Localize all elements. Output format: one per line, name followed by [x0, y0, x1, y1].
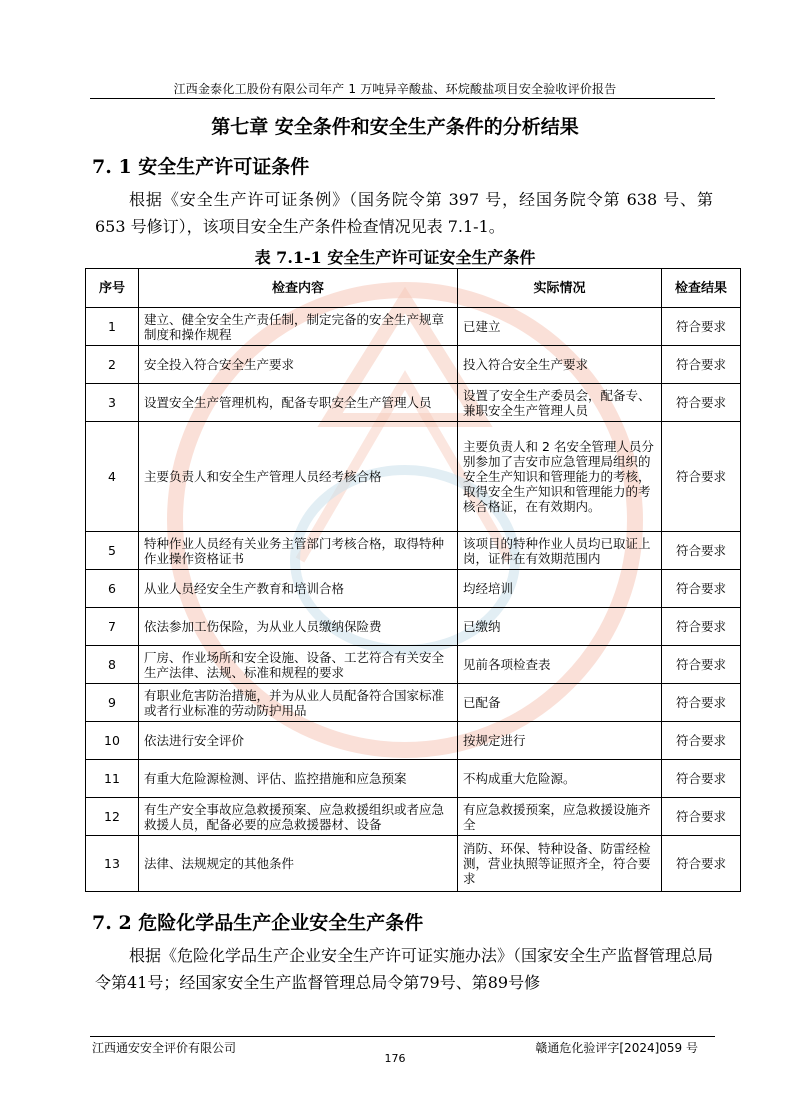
cell-result: 符合要求: [662, 570, 741, 608]
cell-result: 符合要求: [662, 532, 741, 570]
cell-no: 9: [86, 684, 139, 722]
cell-result: 符合要求: [662, 646, 741, 684]
cell-no: 10: [86, 722, 139, 760]
cell-result: 符合要求: [662, 836, 741, 892]
header-result: 检查结果: [662, 269, 741, 308]
table-row: [86, 532, 741, 570]
cell-item: 建立、健全安全生产责任制，制定完备的安全生产规章制度和操作规程: [139, 308, 458, 346]
table-row: [86, 798, 741, 836]
table-header-row: [86, 269, 741, 308]
cell-item: 安全投入符合安全生产要求: [139, 346, 458, 384]
cell-item: 设置安全生产管理机构，配备专职安全生产管理人员: [139, 384, 458, 422]
section-7-2-paragraph: 根据《危险化学品生产企业安全生产许可证实施办法》（国家安全生产监督管理总局令第41号；经国家安全生产监督管理总局令第79号、第89号修: [95, 946, 714, 992]
cell-result: 符合要求: [662, 684, 741, 722]
cell-result: 符合要求: [662, 346, 741, 384]
cell-actual: 按规定进行: [458, 722, 662, 760]
cell-result: 符合要求: [662, 308, 741, 346]
cell-actual: 主要负责人和 2 名安全管理人员分别参加了吉安市应急管理局组织的安全生产知识和管理能力的考核，取得安全生产知识和管理能力的考核合格证，在有效期内。: [458, 422, 662, 532]
cell-actual: 已建立: [458, 308, 662, 346]
table-row: [86, 684, 741, 722]
cell-no: 6: [86, 570, 139, 608]
section-heading-7-2: 7. 2 危险化学品生产企业安全生产条件: [92, 912, 424, 934]
table-row: [86, 646, 741, 684]
requirements-table: [85, 268, 741, 892]
cell-actual: 设置了安全生产委员会，配备专、兼职安全生产管理人员: [458, 384, 662, 422]
footer-company: 江西通安安全评价有限公司: [92, 1041, 237, 1055]
cell-item: 从业人员经安全生产教育和培训合格: [139, 570, 458, 608]
section-7-1-paragraph: 根据《安全生产许可证条例》（国务院令第 397 号，经国务院令第 638 号、第 653 号修订），该项目安全生产条件检查情况见表 7.1-1。: [95, 190, 713, 236]
cell-no: 1: [86, 308, 139, 346]
cell-item: 特种作业人员经有关业务主管部门考核合格，取得特种作业操作资格证书: [139, 532, 458, 570]
table-caption: 表 7.1-1 安全生产许可证安全生产条件: [254, 248, 536, 267]
cell-no: 3: [86, 384, 139, 422]
cell-item: 依法参加工伤保险，为从业人员缴纳保险费: [139, 608, 458, 646]
page-number: 176: [384, 1052, 406, 1065]
cell-actual: 已缴纳: [458, 608, 662, 646]
header-item: 检查内容: [139, 269, 458, 308]
section-heading-7-1: 7. 1 安全生产许可证条件: [92, 156, 310, 178]
cell-no: 11: [86, 760, 139, 798]
cell-result: 符合要求: [662, 422, 741, 532]
cell-no: 2: [86, 346, 139, 384]
cell-no: 4: [86, 422, 139, 532]
header-rule: [90, 98, 715, 99]
header-no: 序号: [86, 269, 139, 308]
cell-actual: 消防、环保、特种设备、防雷经检测，营业执照等证照齐全，符合要求: [458, 836, 662, 892]
table-row: [86, 722, 741, 760]
table-row: [86, 308, 741, 346]
footer-rule: [90, 1036, 715, 1037]
table-row: [86, 760, 741, 798]
cell-item: 有生产安全事故应急救援预案、应急救援组织或者应急救援人员，配备必要的应急救援器材、设备: [139, 798, 458, 836]
cell-result: 符合要求: [662, 384, 741, 422]
cell-item: 法律、法规规定的其他条件: [139, 836, 458, 892]
cell-actual: 投入符合安全生产要求: [458, 346, 662, 384]
cell-actual: 有应急救援预案，应急救援设施齐全: [458, 798, 662, 836]
cell-actual: 不构成重大危险源。: [458, 760, 662, 798]
table-row: [86, 346, 741, 384]
cell-actual: 见前各项检查表: [458, 646, 662, 684]
cell-item: 有重大危险源检测、评估、监控措施和应急预案: [139, 760, 458, 798]
running-header: 江西金泰化工股份有限公司年产 1 万吨异辛酸盐、环烷酸盐项目安全验收评价报告: [173, 82, 617, 96]
header-actual: 实际情况: [458, 269, 662, 308]
table-row: [86, 608, 741, 646]
cell-item: 主要负责人和安全生产管理人员经考核合格: [139, 422, 458, 532]
cell-actual: 该项目的特种作业人员均已取证上岗，证件在有效期范围内: [458, 532, 662, 570]
cell-no: 13: [86, 836, 139, 892]
cell-item: 有职业危害防治措施，并为从业人员配备符合国家标准或者行业标准的劳动防护用品: [139, 684, 458, 722]
table-row: [86, 422, 741, 532]
cell-no: 12: [86, 798, 139, 836]
cell-no: 7: [86, 608, 139, 646]
cell-actual: 均经培训: [458, 570, 662, 608]
cell-actual: 已配备: [458, 684, 662, 722]
cell-no: 5: [86, 532, 139, 570]
table-row: [86, 836, 741, 892]
cell-result: 符合要求: [662, 722, 741, 760]
cell-no: 8: [86, 646, 139, 684]
cell-item: 厂房、作业场所和安全设施、设备、工艺符合有关安全生产法律、法规、标准和规程的要求: [139, 646, 458, 684]
cell-result: 符合要求: [662, 798, 741, 836]
table-row: [86, 384, 741, 422]
footer-report-number: 赣通危化验评字[2024]059 号: [535, 1041, 698, 1055]
chapter-title: 第七章 安全条件和安全生产条件的分析结果: [211, 116, 579, 138]
table-row: [86, 570, 741, 608]
cell-item: 依法进行安全评价: [139, 722, 458, 760]
cell-result: 符合要求: [662, 760, 741, 798]
cell-result: 符合要求: [662, 608, 741, 646]
